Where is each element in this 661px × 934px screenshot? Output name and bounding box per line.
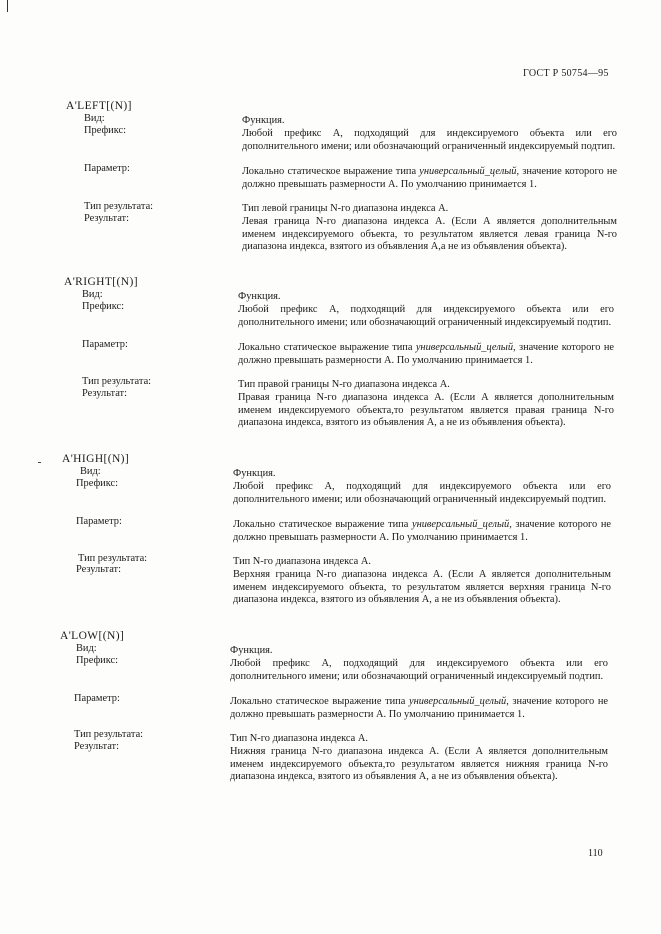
value-parameter: Локально статическое выражение типа универсальный_целый, значение которого не должно превышать размерности А. По умолчанию принимается 1. (238, 342, 614, 366)
value-view: Функция. (233, 468, 276, 479)
page-edge-mark (7, 0, 8, 12)
type-name: универсальный_целый (411, 519, 510, 530)
value-parameter: Локально статическое выражение типа универсальный_целый, значение которого не должно превышать размерности А. По умолчанию принимается 1. (233, 519, 611, 543)
label-view: Вид: (80, 466, 101, 477)
label-result-type: Тип результата: (74, 729, 144, 740)
standard-header: ГОСТ Р 50754—95 (523, 68, 609, 79)
label-result-type: Тип результата: (84, 201, 154, 212)
page-speck (38, 462, 41, 463)
type-name: универсальный_целый (415, 342, 514, 353)
label-prefix: Префикс: (76, 478, 119, 489)
value-prefix: Любой префикс А, подходящий для индексируемого объекта или его дополнительного имени; или обозначающий ограниченный индексируемый подтип. (238, 304, 614, 328)
label-result-type: Тип результата: (78, 553, 148, 564)
value-prefix: Любой префикс А, подходящий для индексируемого объекта или его дополнительного имени; или обозначающий ограниченный индексируемый подтип. (230, 658, 608, 682)
value-result: Верхняя граница N-го диапазона индекса А. (Если А является дополнительным именем индексируемого объекта, то результатом является верхняя граница N-го диапазона индекса, взятого из объявления А, а не из объявления объекта). (233, 569, 611, 606)
label-parameter: Параметр: (76, 516, 122, 527)
value-result: Левая граница N-го диапазона индекса А. (Если А является дополнительным именем индексируемого объекта, то результатом является левая граница N-го диапазона индекса, взятого из объявления А,а не из объявления объекта). (242, 216, 617, 253)
label-result: Результат: (84, 213, 129, 224)
type-name: универсальный_целый (408, 696, 507, 707)
attribute-title: A'RIGHT[(N)] (64, 276, 138, 288)
value-view: Функция. (230, 645, 273, 656)
label-view: Вид: (84, 113, 105, 124)
value-view: Функция. (238, 291, 281, 302)
value-view: Функция. (242, 115, 285, 126)
label-parameter: Параметр: (82, 339, 128, 350)
value-result-type: Тип правой границы N-го диапазона индекса А. (238, 379, 450, 390)
value-result-type: Тип левой границы N-го диапазона индекса А. (242, 203, 449, 214)
label-view: Вид: (76, 643, 97, 654)
value-result: Нижняя граница N-го диапазона индекса А. (Если А является дополнительным именем индексируемого объекта,то результатом является нижняя граница N-го диапазона индекса, взятого из объявления А, а не из объявления объекта). (230, 746, 608, 783)
value-result: Правая граница N-го диапазона индекса А. (Если А является дополнительным именем индексируемого объекта,то результатом является правая граница N-го диапазона индекса, взятого из объявления А, а не из объявления объекта). (238, 392, 614, 429)
label-prefix: Префикс: (82, 301, 125, 312)
page-number: 110 (588, 848, 603, 859)
label-parameter: Параметр: (74, 693, 120, 704)
value-prefix: Любой префикс А, подходящий для индексируемого объекта или его дополнительного имени; или обозначающий ограниченный индексируемый подтип. (233, 481, 611, 505)
type-name: универсальный_целый (419, 166, 517, 177)
value-result-type: Тип N-го диапазона индекса А. (233, 556, 371, 567)
label-prefix: Префикс: (76, 655, 119, 666)
value-parameter: Локально статическое выражение типа универсальный_целый, значение которого не должно превышать размерности А. По умолчанию принимается 1. (230, 696, 608, 720)
label-view: Вид: (82, 289, 103, 300)
label-result: Результат: (82, 388, 127, 399)
label-result: Результат: (76, 564, 121, 575)
attribute-title: A'LOW[(N)] (60, 630, 125, 642)
label-result-type: Тип результата: (82, 376, 152, 387)
value-parameter: Локально статическое выражение типа универсальный_целый, значение которого не должно превышать размерности А. По умолчанию принимается 1. (242, 166, 618, 190)
label-prefix: Префикс: (84, 125, 127, 136)
value-prefix: Любой префикс А, подходящий для индексируемого объекта или его дополнительного имени; или обозначающий ограниченный индексируемый подтип. (242, 128, 617, 152)
label-result: Результат: (74, 741, 119, 752)
value-result-type: Тип N-го диапазона индекса А. (230, 733, 368, 744)
attribute-title: A'HIGH[(N)] (62, 453, 130, 465)
label-parameter: Параметр: (84, 163, 130, 174)
attribute-title: A'LEFT[(N)] (66, 100, 132, 112)
